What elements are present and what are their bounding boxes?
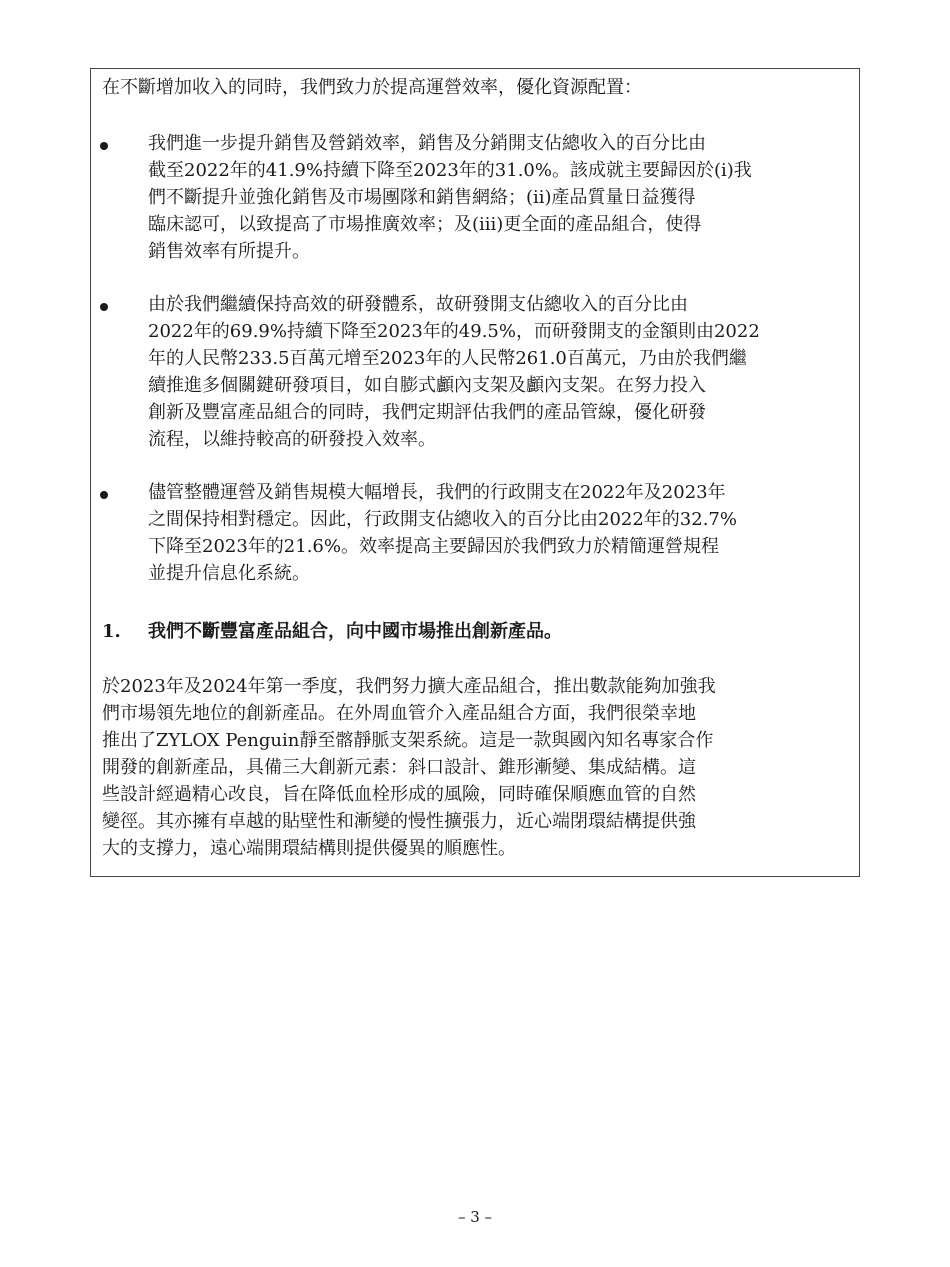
page-number: – 3 –	[457, 1208, 493, 1226]
bullet-line: 續推進多個關鍵研發項目，如自膨式顱內支架及顱內支架。在努力投入	[148, 375, 706, 396]
paragraph-line: 大的支撐力，遠心端開環結構則提供優異的順應性。	[102, 838, 516, 859]
bullet-line: 們不斷提升並強化銷售及市場團隊和銷售網絡；(ii)產品質量日益獲得	[148, 187, 696, 208]
bullet-line: 並提升信息化系統。	[148, 563, 310, 584]
bullet-line: 創新及豐富產品組合的同時，我們定期評估我們的產品管線，優化研發	[148, 402, 706, 423]
paragraph-line: 推出了ZYLOX Penguin靜至髂靜脈支架系統。這是一款與國內知名專家合作	[102, 730, 714, 751]
intro-text: 在不斷增加收入的同時，我們致力於提高運營效率，優化資源配置：	[102, 77, 642, 98]
paragraph-line: 些設計經過精心改良，旨在降低血栓形成的風險，同時確保順應血管的自然	[102, 784, 696, 805]
paragraph-line: 變徑。其亦擁有卓越的貼壁性和漸變的慢性擴張力，近心端閉環結構提供強	[102, 811, 696, 832]
paragraph-line: 們市場領先地位的創新產品。在外周血管介入產品組合方面，我們很榮幸地	[102, 703, 696, 724]
bullet-line: 儘管整體運營及銷售規模大幅增長，我們的行政開支在2022年及2023年	[148, 482, 726, 503]
bullet-line: 年的人民幣233.5百萬元增至2023年的人民幣261.0百萬元，乃由於我們繼	[148, 348, 747, 369]
bullet-line: 流程，以維持較高的研發投入效率。	[148, 429, 436, 450]
bullet-line: 之間保持相對穩定。因此，行政開支佔總收入的百分比由2022年的32.7%	[148, 509, 737, 530]
content-box	[90, 68, 860, 877]
paragraph-line: 開發的創新產品，具備三大創新元素：斜口設計、錐形漸變、集成結構。這	[102, 757, 696, 778]
bullet-line: 銷售效率有所提升。	[148, 241, 310, 262]
bullet-line: 由於我們繼續保持高效的研發體系，故研發開支佔總收入的百分比由	[148, 294, 688, 315]
section-number: 1.	[102, 621, 121, 642]
bullet-line: 我們進一步提升銷售及營銷效率，銷售及分銷開支佔總收入的百分比由	[148, 133, 706, 154]
bullet-line: 截至2022年的41.9%持續下降至2023年的31.0%。該成就主要歸因於(i)我	[148, 160, 752, 181]
section-heading: 我們不斷豐富產品組合，向中國市場推出創新產品。	[148, 621, 562, 642]
bullet-line: 臨床認可，以致提高了市場推廣效率；及(iii)更全面的產品組合，使得	[148, 214, 702, 235]
bullet-marker	[100, 491, 108, 499]
bullet-line: 2022年的69.9%持續下降至2023年的49.5%，而研發開支的金額則由2022	[148, 321, 760, 342]
bullet-line: 下降至2023年的21.6%。效率提高主要歸因於我們致力於精簡運營規程	[148, 536, 719, 557]
bullet-marker	[100, 303, 108, 311]
paragraph-line: 於2023年及2024年第一季度，我們努力擴大產品組合，推出數款能夠加強我	[102, 676, 716, 697]
bullet-marker	[100, 142, 108, 150]
